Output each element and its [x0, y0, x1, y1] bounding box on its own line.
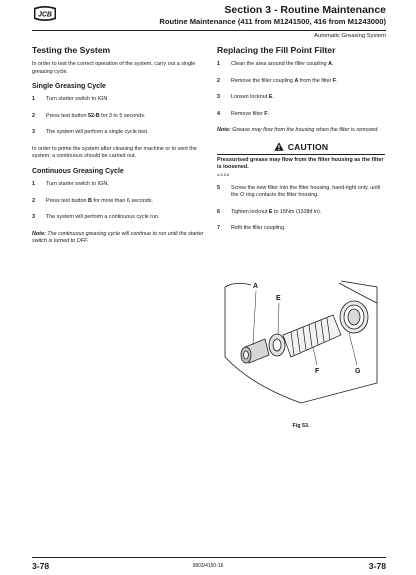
- caution-text: Pressurised grease may flow from the filter housing as the filter is loosened.: [217, 156, 384, 171]
- single-cycle-heading: Single Greasing Cycle: [32, 83, 106, 91]
- caution-header: [217, 142, 385, 152]
- filter-step: [217, 61, 385, 69]
- testing-intro: In order to test the correct operation of the system, carry out a single greasing cycle.: [32, 61, 196, 75]
- step-number: 2: [32, 112, 35, 119]
- housing-port: [340, 301, 368, 333]
- step-text: Remove filter F.: [231, 110, 270, 117]
- jcb-logo: [32, 5, 58, 22]
- step-text: The system will perform a single cycle test.: [46, 129, 149, 136]
- single-step: [32, 96, 210, 104]
- step-number: 1: [32, 96, 35, 103]
- step-text: The system will perform a continuous cycle run.: [46, 214, 160, 221]
- callout-a: A: [253, 283, 259, 290]
- callout-g: G: [355, 368, 361, 375]
- locknut: [269, 334, 285, 356]
- step-text: Screw the new filter into the filter housing, hand-tight only, until the O ring contacts the filter housing.: [231, 184, 381, 199]
- step-number: 4: [217, 110, 220, 117]
- step-text: Clean the area around the filler coupling A.: [231, 61, 334, 67]
- document-code: 9803/4150-16: [192, 563, 224, 569]
- topic-label: Automatic Greasing System: [314, 33, 386, 39]
- step-number: 3: [217, 94, 220, 101]
- step-text: Remove the filler coupling A from the filter F.: [231, 77, 338, 84]
- logo-lettering: JCB: [37, 11, 53, 19]
- step-text: Press test button B for more than 6 seconds.: [46, 197, 153, 204]
- continuous-step: [32, 198, 210, 206]
- filter-note: Note: Grease may flow from the housing when the filter is removed.: [217, 127, 379, 134]
- step-number: 5: [217, 184, 220, 191]
- step-number: 3: [32, 129, 35, 136]
- right-column: [217, 45, 385, 242]
- section-subtitle: Routine Maintenance (411 from M1241500, 416 from M1243000): [159, 17, 386, 26]
- step-number: 1: [32, 180, 35, 187]
- filter-step: [217, 94, 385, 102]
- caution-code: 4-3-5-6: [217, 172, 230, 177]
- filler-coupling: [241, 339, 269, 363]
- step-text: Turn starter switch to IGN.: [46, 180, 109, 187]
- filter-step: [217, 209, 385, 217]
- figure-caption: Fig 53.: [292, 423, 310, 429]
- filter-step: [217, 225, 385, 233]
- prime-text: In order to prime the system after cleaning the machine or to vent the system; a continuous should be carried out.: [32, 145, 197, 160]
- filter-step: [217, 185, 385, 200]
- filter-step: [217, 111, 385, 119]
- step-number: 6: [217, 208, 220, 215]
- callout-e: E: [276, 295, 281, 302]
- step-number: 3: [32, 214, 35, 221]
- page-number-right: 3-78: [368, 561, 386, 571]
- step-text: Refit the filler coupling.: [231, 225, 286, 232]
- single-step: [32, 113, 210, 121]
- filter-step: [217, 78, 385, 86]
- step-text: Press test button 52-B for 3 to 5 seconds.: [46, 112, 146, 119]
- step-number: 1: [217, 61, 220, 67]
- step-number: 7: [217, 225, 220, 232]
- header-divider: [32, 30, 386, 31]
- caution-divider: [217, 154, 385, 155]
- testing-heading: Testing the System: [32, 45, 111, 55]
- step-text: Loosen locknut E.: [231, 94, 274, 101]
- warning-triangle-icon: [274, 142, 284, 151]
- caution-label: CAUTION: [287, 141, 329, 152]
- replacing-filter-heading: Replacing the Fill Point Filter: [217, 45, 336, 55]
- filter-illustration: [221, 275, 383, 415]
- callout-f: F: [315, 368, 320, 375]
- step-text: Turn starter switch to IGN.: [46, 96, 109, 103]
- left-column: [32, 45, 210, 253]
- step-text: Tighten locknut E to 15Nm (133lbf in).: [231, 208, 322, 215]
- continuous-cycle-heading: Continuous Greasing Cycle: [32, 167, 124, 175]
- section-title: Section 3 - Routine Maintenance: [224, 4, 386, 16]
- page-number-left: 3-78: [32, 561, 50, 571]
- single-step: [32, 129, 210, 137]
- continuous-note: Note: The continuous greasing cycle will continue to run until the starter switch is turned to OFF.: [32, 230, 204, 245]
- step-number: 2: [217, 77, 220, 84]
- continuous-step: [32, 181, 210, 189]
- footer-divider: [32, 557, 386, 558]
- filter-body: [283, 315, 341, 357]
- continuous-step: [32, 214, 210, 222]
- step-number: 2: [32, 197, 35, 204]
